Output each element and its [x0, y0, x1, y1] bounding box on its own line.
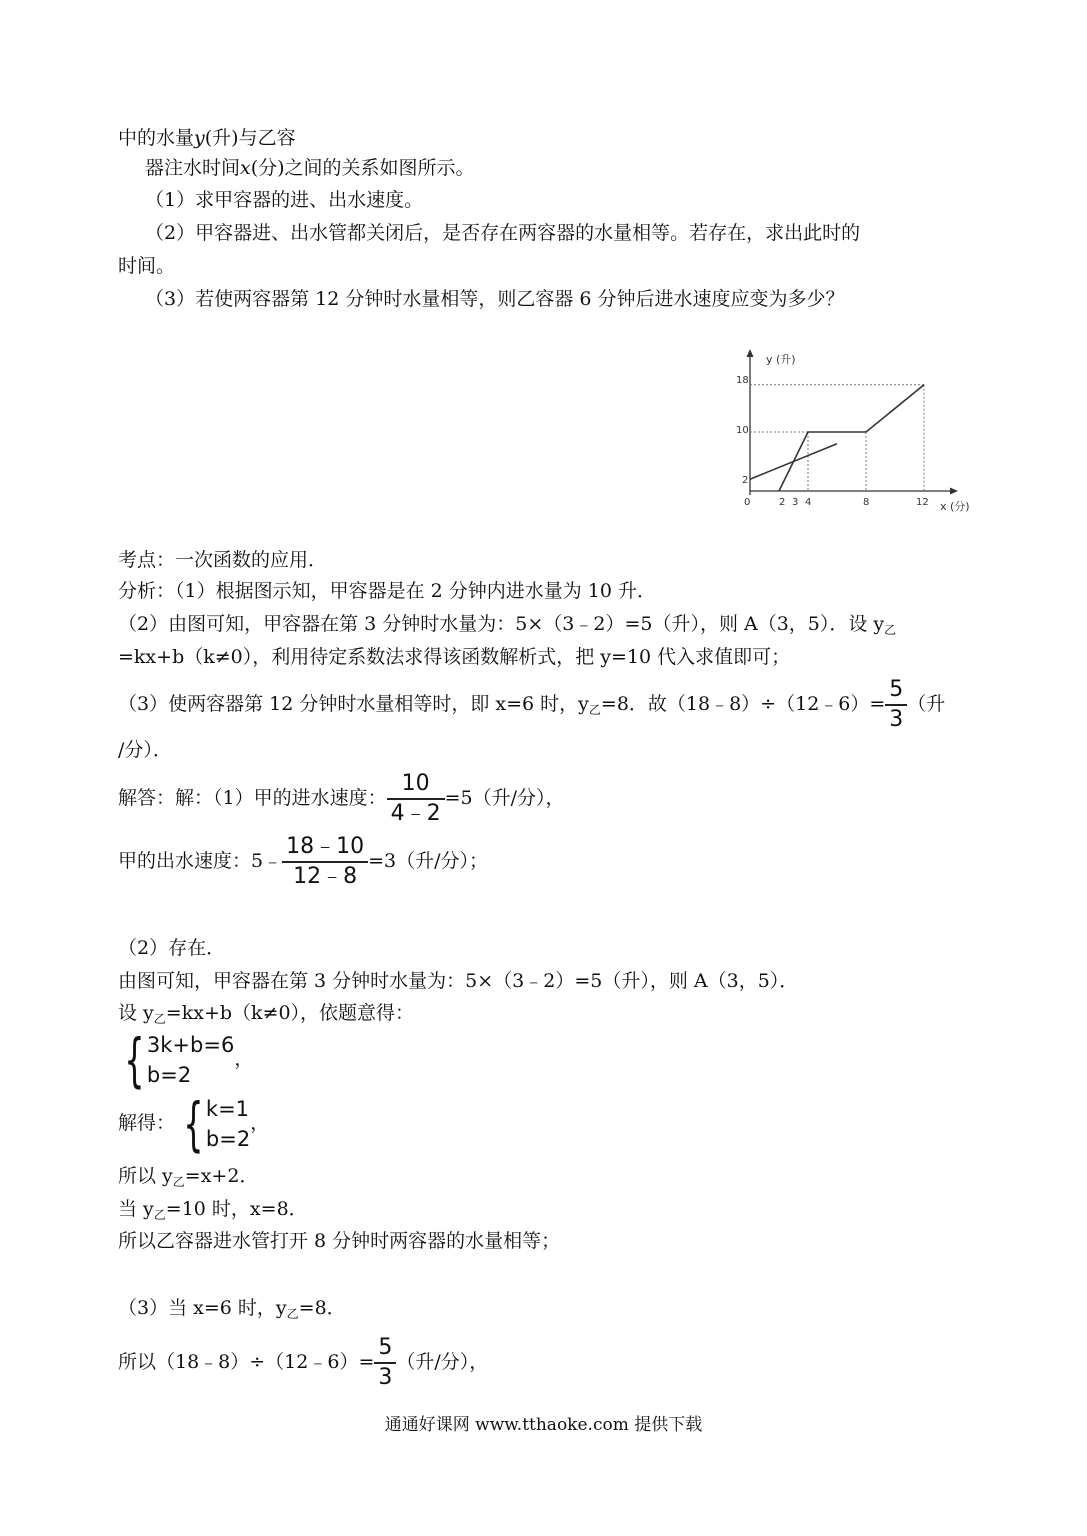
part3-result	[118, 1334, 488, 1392]
text: 当 y	[118, 1198, 154, 1220]
x-tick-4: 4	[805, 497, 812, 508]
y-axis-arrow	[747, 349, 754, 357]
text: （升	[907, 693, 946, 715]
text: =8．	[298, 1297, 346, 1319]
dang-line	[118, 1197, 308, 1223]
y-tick-2: 2	[742, 475, 749, 486]
text: （3）当 x=6 时，y	[118, 1297, 287, 1319]
x-tick-3: 3	[792, 497, 799, 508]
question-1: （1）求甲容器的进、出水速度。	[145, 189, 424, 211]
x-tick-12: 12	[916, 497, 929, 508]
equation: b=2	[146, 1063, 192, 1087]
text: =10 时，x=8．	[165, 1198, 308, 1220]
x-tick-2: 2	[779, 497, 786, 508]
subscript: 乙	[884, 623, 897, 637]
part2-exist: （2）存在．	[118, 937, 226, 959]
text: =8．故（18﹣8）÷（12﹣6）=	[600, 693, 886, 715]
part2-line: 由图可知，甲容器在第 3 分钟时水量为：5×（3﹣2）=5（升），则 A（3，5）．	[118, 970, 799, 992]
system-equations	[147, 1030, 234, 1090]
equation: b=2	[205, 1127, 251, 1151]
var-y: y	[194, 127, 205, 149]
subscript: 乙	[172, 1175, 185, 1189]
part2-set	[118, 1001, 414, 1027]
x-axis-arrow	[950, 488, 958, 495]
jieda-line	[118, 770, 565, 828]
numerator: 5	[889, 677, 904, 702]
text: 设 y	[118, 1002, 154, 1024]
water-graph	[730, 345, 980, 517]
footer: 通通好课网 www.tthaoke.com 提供下载	[384, 1415, 703, 1435]
equation: 3k+b=6	[146, 1033, 235, 1057]
fenxi-2-cont: =kx+b（k≠0），利用待定系数法求得该函数解析式，把 y=10 代入求值即可；	[118, 646, 791, 668]
subscript: 乙	[286, 1307, 299, 1321]
conclusion-line: 所以乙容器进水管打开 8 分钟时两容器的水量相等；	[118, 1230, 561, 1252]
text: 甲的出水速度：5﹣	[118, 850, 283, 872]
text: 解答：解：（1）甲的进水速度：	[118, 787, 387, 809]
suoyi-line	[118, 1164, 258, 1190]
problem-line-2	[145, 156, 475, 180]
fenxi-1: 分析：（1）根据图示知，甲容器是在 2 分钟内进水量为 10 升．	[118, 580, 657, 602]
var-x: x	[240, 157, 251, 179]
text: =5（升/分），	[444, 787, 565, 809]
problem-text: 中的水量	[118, 127, 195, 149]
y-axis-label: y (升)	[766, 353, 796, 366]
x-axis-label: x (分)	[940, 500, 970, 513]
text: 解得：	[118, 1112, 176, 1134]
problem-text: 器注水时间	[145, 157, 241, 179]
denominator: 3	[378, 1365, 393, 1390]
text: （2）由图可知，甲容器在第 3 分钟时水量为：5×（3﹣2）=5（升），则 A（3，5）．设 y	[118, 613, 885, 635]
fraction-out-speed	[282, 833, 368, 891]
numerator: 10	[401, 771, 430, 796]
problem-text: (升)与乙容	[204, 127, 296, 149]
text: （3）使两容器第 12 分钟时水量相等时，即 x=6 时，y	[118, 693, 589, 715]
solution-system	[118, 1090, 270, 1158]
brace-icon: {	[124, 1026, 145, 1094]
equation-system-1	[116, 1026, 254, 1094]
denominator: 12﹣8	[293, 864, 358, 889]
fraction-10-over-4-2	[387, 770, 445, 828]
numerator: 18﹣10	[286, 834, 365, 859]
x-tick-0: 0	[744, 497, 751, 508]
fenxi-2	[118, 612, 896, 638]
text: =kx+b（k≠0），依题意得：	[165, 1002, 415, 1024]
problem-text: (分)之间的关系如图所示。	[250, 157, 475, 179]
fenxi-3	[118, 676, 945, 734]
subscript: 乙	[153, 1012, 166, 1026]
y-tick-10: 10	[736, 425, 749, 436]
question-2-cont: 时间。	[118, 255, 176, 277]
question-2: （2）甲容器进、出水管都关闭后，是否存在两容器的水量相等。若存在，求出此时的	[145, 222, 861, 244]
text: 所以 y	[118, 1165, 173, 1187]
subscript: 乙	[588, 703, 601, 717]
part3-line	[118, 1296, 346, 1322]
text: =3（升/分）；	[368, 850, 489, 872]
problem-line-1	[118, 126, 296, 150]
numerator: 5	[378, 1335, 393, 1360]
denominator: 4﹣2	[390, 801, 441, 826]
kaodian: 考点：一次函数的应用．	[118, 549, 328, 571]
brace-icon: {	[183, 1090, 204, 1158]
system-equations	[206, 1094, 250, 1154]
fenxi-3-cont: /分）．	[118, 739, 172, 761]
out-speed-line	[118, 833, 488, 891]
text: ，	[234, 1048, 254, 1070]
text: ，	[250, 1112, 270, 1134]
subscript: 乙	[153, 1208, 166, 1222]
fraction-5-3	[374, 1334, 396, 1392]
y-tick-18: 18	[736, 375, 749, 386]
denominator: 3	[889, 707, 904, 732]
series-line-0	[779, 385, 924, 491]
equation: k=1	[205, 1097, 250, 1121]
text: =x+2．	[184, 1165, 259, 1187]
x-tick-8: 8	[863, 497, 870, 508]
text: 所以（18﹣8）÷（12﹣6）=	[118, 1351, 375, 1373]
question-3: （3）若使两容器第 12 分钟时水量相等，则乙容器 6 分钟后进水速度应变为多少？	[145, 288, 845, 310]
fraction-5-3	[885, 676, 907, 734]
text: （升/分），	[396, 1351, 489, 1373]
series-line-1	[750, 444, 837, 479]
